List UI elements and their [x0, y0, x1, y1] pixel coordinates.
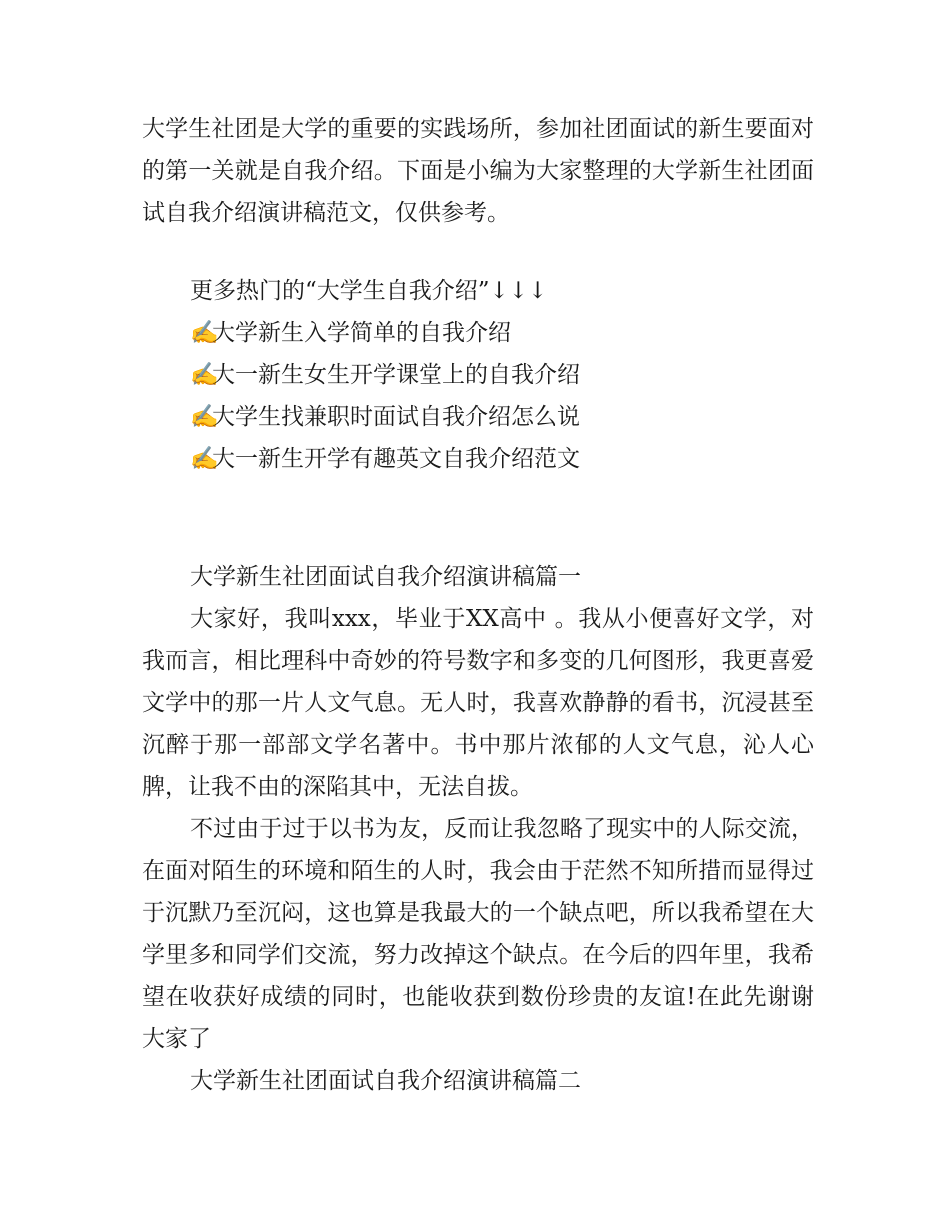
- body-paragraph-2: 不过由于过于以书为友，反而让我忽略了现实中的人际交流，在面对陌生的环境和陌生的人时，我会由于茫然不知所措而显得过于沉默乃至沉闷，这也算是我最大的一个缺点吧，所以我希望在大学里多和同学们交流，努力改掉这个缺点。在今后的四年里，我希望在收获好成绩的同时，也能收获到数份珍贵的友谊!在此先谢谢大家了: [142, 816, 814, 1052]
- spacer: [142, 480, 814, 556]
- section-heading-2: 大学新生社团面试自我介绍演讲稿篇二: [190, 1068, 581, 1094]
- intro-paragraph: 大学生社团是大学的重要的实践场所，参加社团面试的新生要面对的第一关就是自我介绍。下面是小编为大家整理的大学新生社团面试自我介绍演讲稿范文，仅供参考。: [142, 116, 814, 226]
- hot-links-title: 更多热门的“大学生自我介绍”↓↓↓: [190, 278, 548, 304]
- pen-icon: ✍: [190, 404, 219, 430]
- hot-link-label: 大学新生入学简单的自我介绍: [212, 320, 511, 346]
- hot-link-label: 大学生找兼职时面试自我介绍怎么说: [212, 404, 580, 430]
- hot-link-label: 大一新生开学有趣英文自我介绍范文: [212, 446, 580, 472]
- hot-link-label: 大一新生女生开学课堂上的自我介绍: [212, 362, 580, 388]
- pen-icon: ✍: [190, 446, 219, 472]
- body-paragraph-1: 大家好，我叫xxx，毕业于XX高中 。我从小便喜好文学，对我而言，相比理科中奇妙的符号数字和多变的几何图形，我更喜爱文学中的那一片人文气息。无人时，我喜欢静静的看书，沉浸甚至沉醉于那一部部文学名著中。书中那片浓郁的人文气息，沁人心脾，让我不由的深陷其中，无法自拔。: [142, 606, 814, 800]
- document-page: [142, 108, 814, 1102]
- pen-icon: ✍: [190, 362, 219, 388]
- hot-link-1[interactable]: [142, 312, 814, 354]
- pen-icon: ✍: [190, 320, 219, 346]
- hot-link-4[interactable]: [142, 438, 814, 480]
- hot-link-2[interactable]: [142, 354, 814, 396]
- hot-link-3[interactable]: [142, 396, 814, 438]
- section-heading-1: 大学新生社团面试自我介绍演讲稿篇一: [190, 564, 581, 590]
